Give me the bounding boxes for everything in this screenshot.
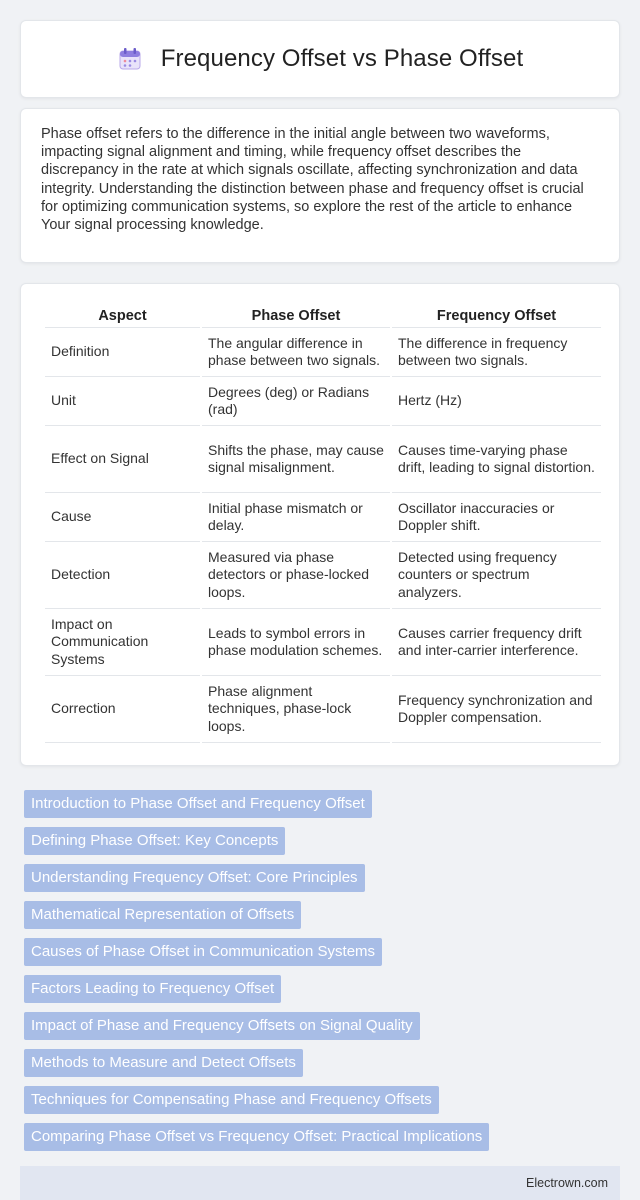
table-cell: Measured via phase detectors or phase-locked loops. — [202, 542, 390, 609]
title-wrap — [117, 45, 524, 73]
table-cell: Detected using frequency counters or spectrum analyzers. — [392, 542, 601, 609]
header-frequency-offset: Frequency Offset — [392, 300, 601, 328]
intro-card — [20, 108, 620, 263]
table-cell: Oscillator inaccuracies or Doppler shift. — [392, 493, 601, 542]
header-phase-offset: Phase Offset — [202, 300, 390, 328]
page-title: Frequency Offset vs Phase Offset — [160, 45, 524, 72]
table-cell: Effect on Signal — [45, 426, 200, 493]
table-row — [45, 426, 601, 493]
link-introduction[interactable]: Introduction to Phase Offset and Frequency Offset — [24, 790, 372, 818]
table-cell: Causes carrier frequency drift and inter-carrier interference. — [392, 609, 601, 676]
table-row — [45, 609, 601, 676]
link-techniques-compensating[interactable]: Techniques for Compensating Phase and Frequency Offsets — [24, 1086, 439, 1114]
table-cell: Cause — [45, 493, 200, 542]
comparison-table-card — [20, 283, 620, 766]
table-cell: The angular difference in phase between two signals. — [202, 328, 390, 377]
link-mathematical-representation[interactable]: Mathematical Representation of Offsets — [24, 901, 301, 929]
comparison-table — [43, 300, 603, 743]
link-understanding-frequency-offset[interactable]: Understanding Frequency Offset: Core Principles — [24, 864, 365, 892]
table-cell: Leads to symbol errors in phase modulation schemes. — [202, 609, 390, 676]
table-cell: Degrees (deg) or Radians (rad) — [202, 377, 390, 426]
header-card — [20, 20, 620, 98]
table-row — [45, 493, 601, 542]
table-row — [45, 328, 601, 377]
table-header-row — [45, 300, 601, 328]
table-cell: Detection — [45, 542, 200, 609]
table-cell: Causes time-varying phase drift, leading to signal distortion. — [392, 426, 601, 493]
footer — [20, 1166, 620, 1200]
calendar-icon — [117, 46, 143, 72]
table-cell: Unit — [45, 377, 200, 426]
table-cell: Shifts the phase, may cause signal misalignment. — [202, 426, 390, 493]
table-cell: Impact on Communication Systems — [45, 609, 200, 676]
table-row — [45, 676, 601, 743]
table-row — [45, 377, 601, 426]
article-links — [24, 790, 616, 1160]
header-aspect: Aspect — [45, 300, 200, 328]
table-cell: Correction — [45, 676, 200, 743]
table-cell: Phase alignment techniques, phase-lock loops. — [202, 676, 390, 743]
link-impact-signal-quality[interactable]: Impact of Phase and Frequency Offsets on Signal Quality — [24, 1012, 420, 1040]
table-cell: The difference in frequency between two signals. — [392, 328, 601, 377]
table-cell: Hertz (Hz) — [392, 377, 601, 426]
table-cell: Frequency synchronization and Doppler compensation. — [392, 676, 601, 743]
table-cell: Initial phase mismatch or delay. — [202, 493, 390, 542]
footer-site-name[interactable]: Electrown.com — [526, 1176, 608, 1190]
intro-text: Phase offset refers to the difference in the initial angle between two waveforms, impacting signal alignment and timing, while frequency offset describes the discrepancy in the rate at which signals oscillate, affecting synchronization and data integrity. Understanding the distinction between phase and frequency offset is crucial for optimizing communication systems, so explore the rest of the article to enhance Your signal processing knowledge. — [41, 126, 584, 234]
table-row — [45, 542, 601, 609]
link-defining-phase-offset[interactable]: Defining Phase Offset: Key Concepts — [24, 827, 285, 855]
link-methods-measure[interactable]: Methods to Measure and Detect Offsets — [24, 1049, 303, 1077]
link-causes-phase-offset[interactable]: Causes of Phase Offset in Communication Systems — [24, 938, 382, 966]
link-comparing-practical[interactable]: Comparing Phase Offset vs Frequency Offset: Practical Implications — [24, 1123, 489, 1151]
link-factors-frequency-offset[interactable]: Factors Leading to Frequency Offset — [24, 975, 281, 1003]
table-cell: Definition — [45, 328, 200, 377]
